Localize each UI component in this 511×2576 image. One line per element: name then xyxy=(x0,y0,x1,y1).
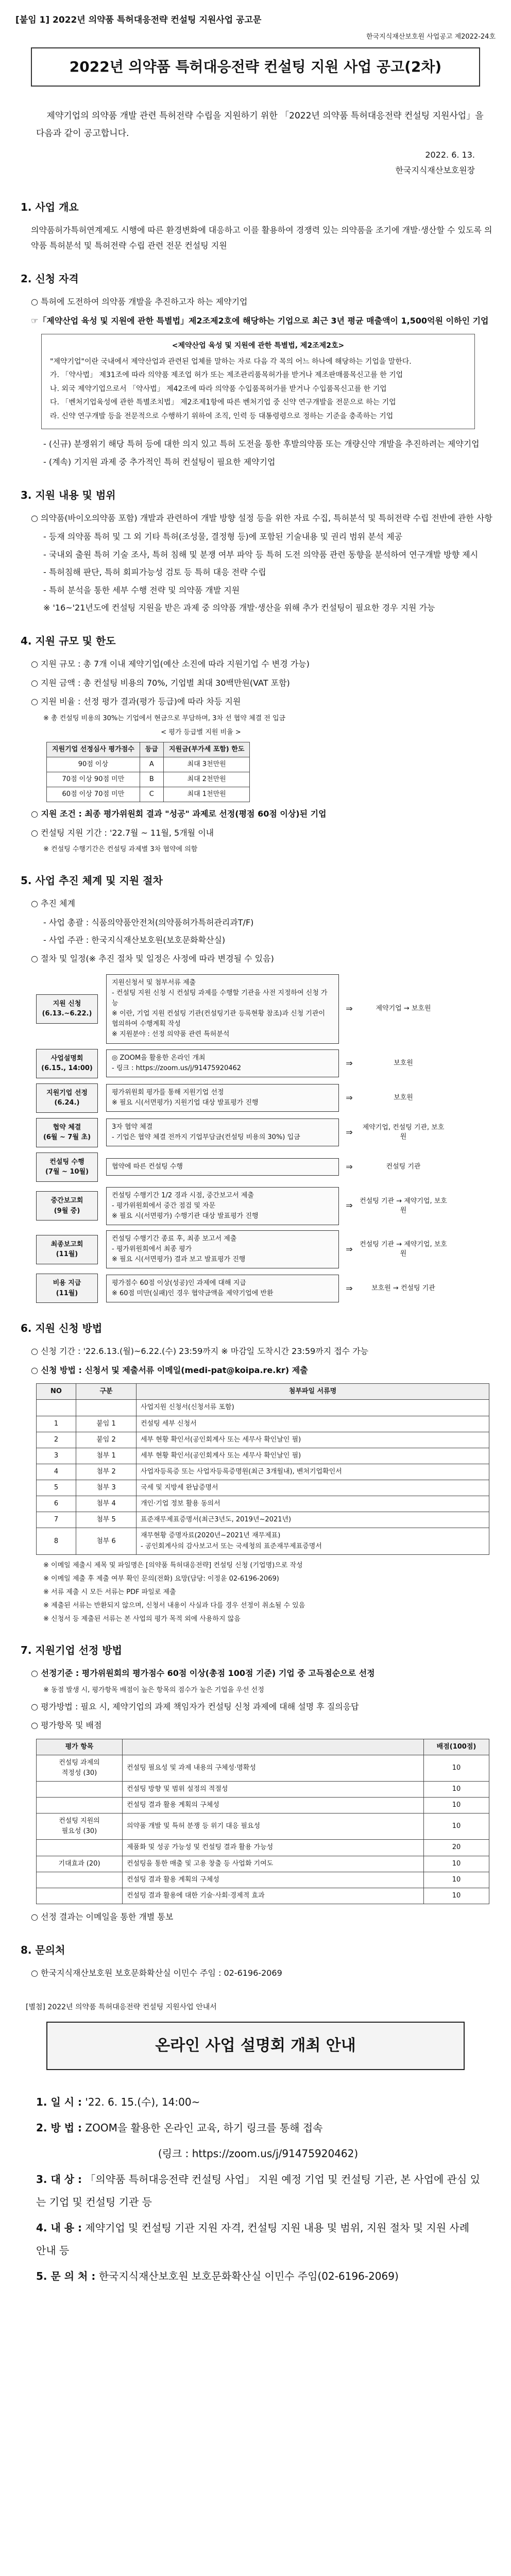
s3-item: - 특허침해 판단, 특허 회피가능성 검토 등 특허 대응 전략 수립 xyxy=(43,567,266,578)
flow-step-label: 비용 지급 (11월) xyxy=(36,1274,98,1303)
s6-item: ○ 신청 방법 : 신청서 및 제출서류 이메일(medi-pat@koipa.re.kr) 제출 xyxy=(31,1365,308,1375)
table-header xyxy=(123,1739,424,1755)
intro-paragraph: 제약기업의 의약품 개발 관련 특허전략 수립을 지원하기 위한 「2022년 의약품 특허대응전략 컨설팅 지원사업」을 다음과 같이 공고합니다. xyxy=(36,110,484,139)
s1-item: 의약품허가특허연계제도 시행에 따른 환경변화에 대응하고 이를 활용하여 경쟁력 있는 의약품을 조기에 개발·생산할 수 있도록 의약품 특허분석 및 특허전략 수립 관련 전문 컨설팅 지원 xyxy=(31,225,492,251)
s4-period: ○ 컨설팅 지원 기간 : '22.7월 ~ 11월, 5개월 이내 xyxy=(31,827,214,838)
s7-after: ○ 선정 결과는 이메일을 통한 개별 통보 xyxy=(31,1912,174,1922)
table-row xyxy=(37,1814,489,1840)
section-5-title: 5. 사업 추진 체계 및 지원 절차 xyxy=(21,874,163,887)
flow-step-body: 평가점수 60점 이상(성공)인 과제에 대해 지급 ※ 60점 미만(실패)인 경우 협약금액을 제약기업에 반환 xyxy=(106,1275,339,1302)
s2-item: ☞「제약산업 육성 및 지원에 관한 특별법」제2조제2호에 해당하는 기업으로 최근 3년 평균 매출액이 1,500억원 이하인 기업 xyxy=(31,315,489,326)
info-line xyxy=(36,2168,480,2213)
table-cell: 90점 이상 xyxy=(47,757,140,772)
section-7-title: 7. 지원기업 선정 방법 xyxy=(21,1644,122,1657)
flow-step xyxy=(36,1187,458,1225)
table-cell: 7 xyxy=(37,1512,76,1528)
table-cell xyxy=(37,1840,123,1856)
s7-item: ○ 선정기준 : 평가위원회의 평가점수 60점 이상(총점 100점 기준) 기업 중 고득점순으로 선정 xyxy=(31,1668,375,1679)
table-cell: A xyxy=(140,757,163,772)
flow-step-target: 제약기업, 컨설팅 기관, 보호원 xyxy=(362,1123,445,1141)
s2-extra: - (신규) 분쟁위기 해당 특허 등에 대한 의지 있고 특허 도전을 통한 후발의약품 또는 개량신약 개발을 추진하려는 제약기업 xyxy=(43,439,480,449)
table-cell: 사업지원 신청서(신청서류 포함) xyxy=(137,1400,489,1416)
table-row xyxy=(37,1888,489,1904)
flow-step-label: 지원 신청 (6.13.~6.22.) xyxy=(36,994,98,1024)
flow-step-body: 3자 협약 체결 - 기업은 협약 체결 전까지 기업부담금(컨설팅 비용의 30%) 입금 xyxy=(106,1118,339,1146)
table-cell: 60점 이상 70점 미만 xyxy=(47,787,140,802)
table-cell: 최대 1천만원 xyxy=(163,787,250,802)
info-key: 4. 내 용 : xyxy=(36,2222,82,2234)
law-excerpt-item: 가. 「약사법」 제31조에 따라 의약품 제조업 허가 또는 제조관리품목허가를 받거나 제조판매품목신고를 한 기업 xyxy=(50,371,403,380)
flow-step-body: 협약에 따른 컨설팅 수행 xyxy=(106,1158,339,1176)
s6-item: ○ 신청 기간 : '22.6.13.(월)~6.22.(수) 23:59까지 ※ 마감일 도착시간 23:59까지 접수 가능 xyxy=(31,1346,369,1357)
flow-step xyxy=(36,1049,458,1078)
table-row xyxy=(37,1856,489,1872)
law-excerpt-item: 라. 신약 연구개발 등을 전문적으로 수행하기 위하여 조직, 인력 등 대통령령으로 정하는 기준을 충족하는 기업 xyxy=(50,412,394,420)
arrow-right-icon: ⇒ xyxy=(346,1161,353,1172)
table-cell: 4 xyxy=(37,1464,76,1480)
flow-step-body: 컨설팅 수행기간 1/2 경과 시점, 중간보고서 제출 - 평가위원회에서 중간 점검 및 자문 ※ 필요 시(서면평가) 수행기관 대상 발표평가 진행 xyxy=(106,1187,339,1225)
s6-note: ※ 이메일 제출 후 제출 여부 확인 문의(전화) 요망(담당: 이정윤 02-6196-2069) xyxy=(43,1574,279,1583)
table-row xyxy=(37,1872,489,1888)
flow-step-label: 컨설팅 수행 (7월 ~ 10월) xyxy=(36,1153,98,1182)
s3-item: ※ '16~'21년도에 컨설팅 지원을 받은 과제 중 의약품 개발·생산을 위해 추가 컨설팅이 필요한 경우 지원 가능 xyxy=(43,602,435,613)
flow-step-body: 컨설팅 수행기간 종료 후, 최종 보고서 제출 - 평가위원회에서 최종 평가 ※ 필요 시(서면평가) 결과 보고 발표평가 진행 xyxy=(106,1230,339,1268)
procedure-flow xyxy=(36,974,458,1303)
table-header: NO xyxy=(37,1384,76,1400)
table-row xyxy=(37,1432,489,1448)
flow-step-target: 컨설팅 기관 xyxy=(386,1163,421,1171)
s6-note: ※ 제출된 서류는 반환되지 않으며, 신청서 내용이 사실과 다를 경우 선정이 취소될 수 있음 xyxy=(43,1602,305,1610)
table-cell: 사업자등록증 또는 사업자등록증명원(최근 3개월내), 벤처기업확인서 xyxy=(137,1464,489,1480)
info-value: 「의약품 특허대응전략 컨설팅 사업」 지원 예정 기업 및 컨설팅 기관, 본 사업에 관심 있는 기업 및 컨설팅 기관 등 xyxy=(36,2173,480,2209)
arrow-right-icon: ⇒ xyxy=(346,1127,353,1137)
table-cell: 첨부 1 xyxy=(76,1448,137,1464)
table-cell: 최대 3천만원 xyxy=(163,757,250,772)
doc-header xyxy=(15,13,496,27)
info-key: 2. 방 법 : xyxy=(36,2122,82,2134)
flow-step-label: 최종보고회 (11월) xyxy=(36,1235,98,1264)
arrow-right-icon: ⇒ xyxy=(346,1092,353,1103)
section-3-title: 3. 지원 내용 및 범위 xyxy=(21,489,116,501)
law-excerpt-item: "제약기업"이란 국내에서 제약산업과 관련된 업체를 말하는 자로 다음 각 목의 어느 하나에 해당하는 기업을 말한다. xyxy=(50,357,412,366)
s6-note: ※ 서류 제출 시 모든 서류는 PDF 파일로 제출 xyxy=(43,1588,176,1596)
table-cell: 개인·기업 정보 활용 동의서 xyxy=(137,1496,489,1512)
flow-step-target: 컨설팅 기관 → 제약기업, 보호원 xyxy=(360,1197,447,1214)
flow-step-body: 지원신청서 및 첨부서류 제출 - 컨설팅 지원 신청 시 컨설팅 과제를 수행할 기관을 사전 지정하여 신청 가능 ※ 이란, 기업 지원 컨설팅 기관(컨설팅기관 등록현황 참조)과 신청 기관이 협의하여 수행계획 작성 ※ 지원분야 : 선정 의약품 관련 특허분석 xyxy=(106,974,339,1044)
table-cell: 10 xyxy=(424,1856,489,1872)
table-header: 지원금(부가세 포함) 한도 xyxy=(163,742,250,757)
table-header: 배점(100점) xyxy=(424,1739,489,1755)
info-key: 3. 대 상 : xyxy=(36,2173,82,2186)
table-cell: 컨설팅 방향 및 범위 설정의 적절성 xyxy=(123,1781,424,1797)
table-cell xyxy=(37,1872,123,1888)
s5-item: ○ 추진 체계 xyxy=(31,899,75,909)
info-value: '22. 6. 15.(수), 14:00~ xyxy=(85,2096,200,2109)
table-cell: 재무현황 증명자료(2020년~2021년 재무제표) - 공인회계사의 감사보고서 또는 국세청의 표준재무제표증명서 xyxy=(137,1528,489,1554)
law-excerpt-box xyxy=(41,334,475,429)
doc-number: 한국지식재산보호원 사업공고 제2022-24호 xyxy=(366,33,496,41)
info-value: 제약기업 및 컨설팅 기관 지원 자격, 컨설팅 지원 내용 및 범위, 지원 절차 및 지원 사례 안내 등 xyxy=(36,2222,470,2257)
table-cell xyxy=(37,1400,76,1416)
s4-condition: ○ 지원 조건 : 최종 평가위원회 결과 "성공" 과제로 선정(평점 60점 이상)된 기업 xyxy=(31,809,327,819)
info-line xyxy=(36,2265,480,2287)
info-line xyxy=(36,2116,480,2139)
table-cell: 8 xyxy=(37,1528,76,1554)
flow-step xyxy=(36,1274,458,1303)
table-row xyxy=(47,757,250,772)
grade-table xyxy=(46,742,250,803)
table-cell: 6 xyxy=(37,1496,76,1512)
issuer-name: 한국지식재산보호원장 xyxy=(395,165,475,176)
arrow-right-icon: ⇒ xyxy=(346,1283,353,1293)
attachment-2-label: [별첨] 2022년 의약품 특허대응전략 컨설팅 지원사업 안내서 xyxy=(26,2003,217,2011)
section-8-title: 8. 문의처 xyxy=(21,1944,65,1957)
table-cell: 국세 및 지방세 완납증명서 xyxy=(137,1480,489,1496)
flow-step-target: 보호원 xyxy=(394,1059,413,1067)
table-cell: 10 xyxy=(424,1814,489,1840)
table-cell: 10 xyxy=(424,1798,489,1814)
flow-step xyxy=(36,1083,458,1113)
table-cell: 컨설팅 지원의 필요성 (30) xyxy=(37,1814,123,1840)
s2-item: ○ 특허에 도전하여 의약품 개발을 추진하고자 하는 제약기업 xyxy=(31,297,248,307)
s2-extra: - (계속) 기지원 과제 중 추가적인 특허 컨설팅이 필요한 제약기업 xyxy=(43,456,276,467)
table-cell: 컨설팅 결과 활용 계획의 구체성 xyxy=(123,1798,424,1814)
table-cell: 10 xyxy=(424,1888,489,1904)
table-cell: 70점 이상 90점 미만 xyxy=(47,772,140,787)
table-row xyxy=(37,1798,489,1814)
flow-step-target: 제약기업 → 보호원 xyxy=(376,1005,431,1013)
flow-step-target: 보호원 xyxy=(394,1094,413,1101)
table-row xyxy=(37,1400,489,1416)
flow-step-body: ◎ ZOOM을 활용한 온라인 개최 - 링크 : https://zoom.us/j/91475920462 xyxy=(106,1049,339,1077)
table-row xyxy=(37,1781,489,1797)
flow-step-target: 컨설팅 기관 → 제약기업, 보호원 xyxy=(360,1241,447,1258)
table-cell: 컨설팅 과제의 적정성 (30) xyxy=(37,1755,123,1781)
table-row xyxy=(37,1496,489,1512)
section-4-title: 4. 지원 규모 및 한도 xyxy=(21,635,116,648)
law-excerpt-item: 다. 「벤처기업육성에 관한 특별조치법」 제2조제1항에 따른 벤처기업 중 신약 연구개발을 전문으로 하는 기업 xyxy=(50,398,396,407)
s3-item: - 국내외 출원 특허 기술 조사, 특허 침해 및 분쟁 여부 파악 등 특허 도전 의약품 관련 동향을 분석하여 연구개발 방향 제시 xyxy=(43,549,479,560)
arrow-right-icon: ⇒ xyxy=(346,1003,353,1013)
flow-step-label: 협약 체결 (6월 ~ 7월 초) xyxy=(36,1118,98,1147)
briefing-info xyxy=(15,2091,496,2287)
scoring-table xyxy=(36,1739,489,1905)
s4-item: ○ 지원 규모 : 총 7개 이내 제약기업(예산 소진에 따라 지원기업 수 변경 가능) xyxy=(31,659,310,669)
signature-block xyxy=(15,147,475,179)
flow-step-label: 중간보고회 (9월 중) xyxy=(36,1191,98,1221)
table-cell: 20 xyxy=(424,1840,489,1856)
flow-step-label: 사업설명회 (6.15., 14:00) xyxy=(36,1049,98,1078)
s3-item: - 특허 분석을 통한 세부 수행 전략 및 의약품 개발 지원 xyxy=(43,585,240,595)
table-header: 구분 xyxy=(76,1384,137,1400)
grade-table-title: < 평가 등급별 지원 비율 > xyxy=(161,728,241,736)
table-cell: 3 xyxy=(37,1448,76,1464)
s5-item: - 사업 총괄 : 식품의약품안전처(의약품허가특허관리과T/F) xyxy=(43,917,254,927)
table-header: 지원기업 선정심사 평가점수 xyxy=(47,742,140,757)
flow-step xyxy=(36,1230,458,1268)
info-value: 한국지식재산보호원 보호문화확산실 이민수 주임(02-6196-2069) xyxy=(98,2270,399,2283)
table-row xyxy=(37,1755,489,1781)
table-cell: 컨설팅을 통한 매출 및 고용 창출 등 사업화 기여도 xyxy=(123,1856,424,1872)
table-cell: 10 xyxy=(424,1872,489,1888)
s5-item: - 사업 주관 : 한국지식재산보호원(보호문화확산실) xyxy=(43,935,226,945)
table-cell xyxy=(37,1798,123,1814)
s7-note: ※ 동점 발생 시, 평가항목 배점이 높은 항목의 점수가 높은 기업을 우선 선정 xyxy=(43,1686,264,1694)
table-cell: 기대효과 (20) xyxy=(37,1856,123,1872)
table-cell: 의약품 개발 및 특허 분쟁 등 위기 대응 필요성 xyxy=(123,1814,424,1840)
table-cell: 세부 현황 확인서(공인회계사 또는 세무사 확인날인 필) xyxy=(137,1432,489,1448)
flow-step xyxy=(36,1153,458,1182)
arrow-right-icon: ⇒ xyxy=(346,1058,353,1068)
zoom-link[interactable]: (링크 : https://zoom.us/j/91475920462) xyxy=(158,2147,359,2160)
table-cell: 첨부 6 xyxy=(76,1528,137,1554)
table-cell: 1 xyxy=(37,1416,76,1432)
announcement-title: 2022년 의약품 특허대응전략 컨설팅 지원 사업 공고(2차) xyxy=(31,47,480,86)
table-cell: 표준재무제표증명서(최근3년도, 2019년~2021년) xyxy=(137,1512,489,1528)
table-cell xyxy=(37,1781,123,1797)
table-row xyxy=(37,1512,489,1528)
table-cell: C xyxy=(140,787,163,802)
table-cell: 컨설팅 결과 활용에 대한 기술·사회·경제적 효과 xyxy=(123,1888,424,1904)
arrow-right-icon: ⇒ xyxy=(346,1244,353,1254)
documents-table xyxy=(36,1383,489,1555)
info-line xyxy=(36,2216,480,2262)
table-row xyxy=(37,1448,489,1464)
table-cell: 첨부 3 xyxy=(76,1480,137,1496)
table-cell: 붙임 2 xyxy=(76,1432,137,1448)
table-cell: 2 xyxy=(37,1432,76,1448)
section-2-title: 2. 신청 자격 xyxy=(21,273,79,285)
table-cell: 첨부 4 xyxy=(76,1496,137,1512)
table-cell: 10 xyxy=(424,1781,489,1797)
table-cell: 세부 현황 확인서(공인회계사 또는 세무사 확인날인 필) xyxy=(137,1448,489,1464)
table-row xyxy=(37,1528,489,1554)
flow-step-body: 평가위원회 평가를 통해 지원기업 선정 ※ 필요 시(서면평가) 지원기업 대상 발표평가 진행 xyxy=(106,1084,339,1112)
table-row xyxy=(37,1840,489,1856)
table-cell: 컨설팅 결과 활용 계획의 구체성 xyxy=(123,1872,424,1888)
section-6-title: 6. 지원 신청 방법 xyxy=(21,1322,103,1335)
table-cell: 10 xyxy=(424,1755,489,1781)
table-cell: 붙임 1 xyxy=(76,1416,137,1432)
table-row xyxy=(47,772,250,787)
s7-item: ○ 평가방법 : 필요 시, 제약기업의 과제 책임자가 컨설팅 신청 과제에 대해 설명 후 질의응답 xyxy=(31,1701,359,1711)
info-key: 1. 일 시 : xyxy=(36,2096,82,2109)
table-cell: 컨설팅 필요성 및 과제 내용의 구체성·명확성 xyxy=(123,1755,424,1781)
table-cell xyxy=(37,1888,123,1904)
info-value: ZOOM을 활용한 온라인 교육, 하기 링크를 통해 접속 xyxy=(85,2122,323,2134)
table-cell xyxy=(76,1400,137,1416)
law-excerpt-item: 나. 외국 제약기업으로서 「약사법」 제42조에 따라 의약품 수입품목허가를 받거나 수입품목신고를 한 기업 xyxy=(50,384,387,393)
arrow-right-icon: ⇒ xyxy=(346,1200,353,1211)
table-cell: B xyxy=(140,772,163,787)
table-row xyxy=(37,1464,489,1480)
s7-item: ○ 평가항목 및 배점 xyxy=(31,1720,102,1731)
flow-step-target: 보호원 → 컨설팅 기관 xyxy=(371,1284,435,1292)
info-key: 5. 문 의 처 : xyxy=(36,2270,96,2283)
announcement-date: 2022. 6. 13. xyxy=(425,149,475,160)
s8-item: ○ 한국지식재산보호원 보호문화확산실 이민수 주임 : 02-6196-2069 xyxy=(31,1968,282,1978)
s4-note: ※ 총 컨설팅 비용의 30%는 기업에서 현금으로 부담하며, 3차 선 협약 체결 전 입금 xyxy=(43,714,286,722)
table-header: 첨부파일 서류명 xyxy=(137,1384,489,1400)
briefing-banner: 온라인 사업 설명회 개최 안내 xyxy=(46,2022,465,2071)
table-row xyxy=(37,1480,489,1496)
table-cell: 첨부 5 xyxy=(76,1512,137,1528)
flow-step xyxy=(36,1118,458,1147)
info-line xyxy=(36,2091,480,2113)
s4-item: ○ 지원 금액 : 총 컨설팅 비용의 70%, 기업별 최대 30백만원(VAT 포함) xyxy=(31,677,290,688)
table-cell: 5 xyxy=(37,1480,76,1496)
section-1-title: 1. 사업 개요 xyxy=(21,200,79,213)
table-cell: 첨부 2 xyxy=(76,1464,137,1480)
s3-item: ○ 의약품(바이오의약품 포함) 개발과 관련하여 개발 방향 설정 등을 위한 자료 수집, 특허분석 및 특허전략 수립 전반에 관한 사항 xyxy=(31,513,492,523)
s3-item: - 등재 의약품 특허 및 그 외 기타 특허(조성물, 결정형 등)에 포함된 기술내용 및 권리 범위 분석 제공 xyxy=(43,532,403,542)
s6-note: ※ 이메일 제출시 제목 및 파일명은 [의약품 특허대응전략] 컨설팅 신청 (기업명)으로 작성 xyxy=(43,1561,303,1569)
s4-note: ※ 컨설팅 수행기간은 컨설팅 과제별 3차 협약에 의함 xyxy=(43,845,198,854)
table-row xyxy=(47,787,250,802)
flow-step xyxy=(36,974,458,1044)
s6-note: ※ 신청서 등 제출된 서류는 본 사업의 평가 목적 외에 사용하지 않음 xyxy=(43,1615,241,1623)
table-header: 평가 항목 xyxy=(37,1739,123,1755)
table-row xyxy=(37,1416,489,1432)
flow-step-label: 지원기업 선정 (6.24.) xyxy=(36,1083,98,1113)
law-excerpt-title: <제약산업 육성 및 지원에 관한 특별법, 제2조제2호> xyxy=(172,342,345,350)
table-cell: 제품화 및 성공 가능성 및 컨설팅 결과 활용 가능성 xyxy=(123,1840,424,1856)
s5-item: ○ 절차 및 일정(※ 추진 절차 및 일정은 사정에 따라 변경될 수 있음) xyxy=(31,954,274,964)
s4-item: ○ 지원 비율 : 선정 평가 결과(평가 등급)에 따라 차등 지원 xyxy=(31,697,241,707)
table-header: 등급 xyxy=(140,742,163,757)
info-line xyxy=(36,2142,480,2165)
attachment-label: [붙임 1] 2022년 의약품 특허대응전략 컨설팅 지원사업 공고문 xyxy=(15,15,262,25)
table-cell: 최대 2천만원 xyxy=(163,772,250,787)
table-cell: 컨설팅 세부 신청서 xyxy=(137,1416,489,1432)
